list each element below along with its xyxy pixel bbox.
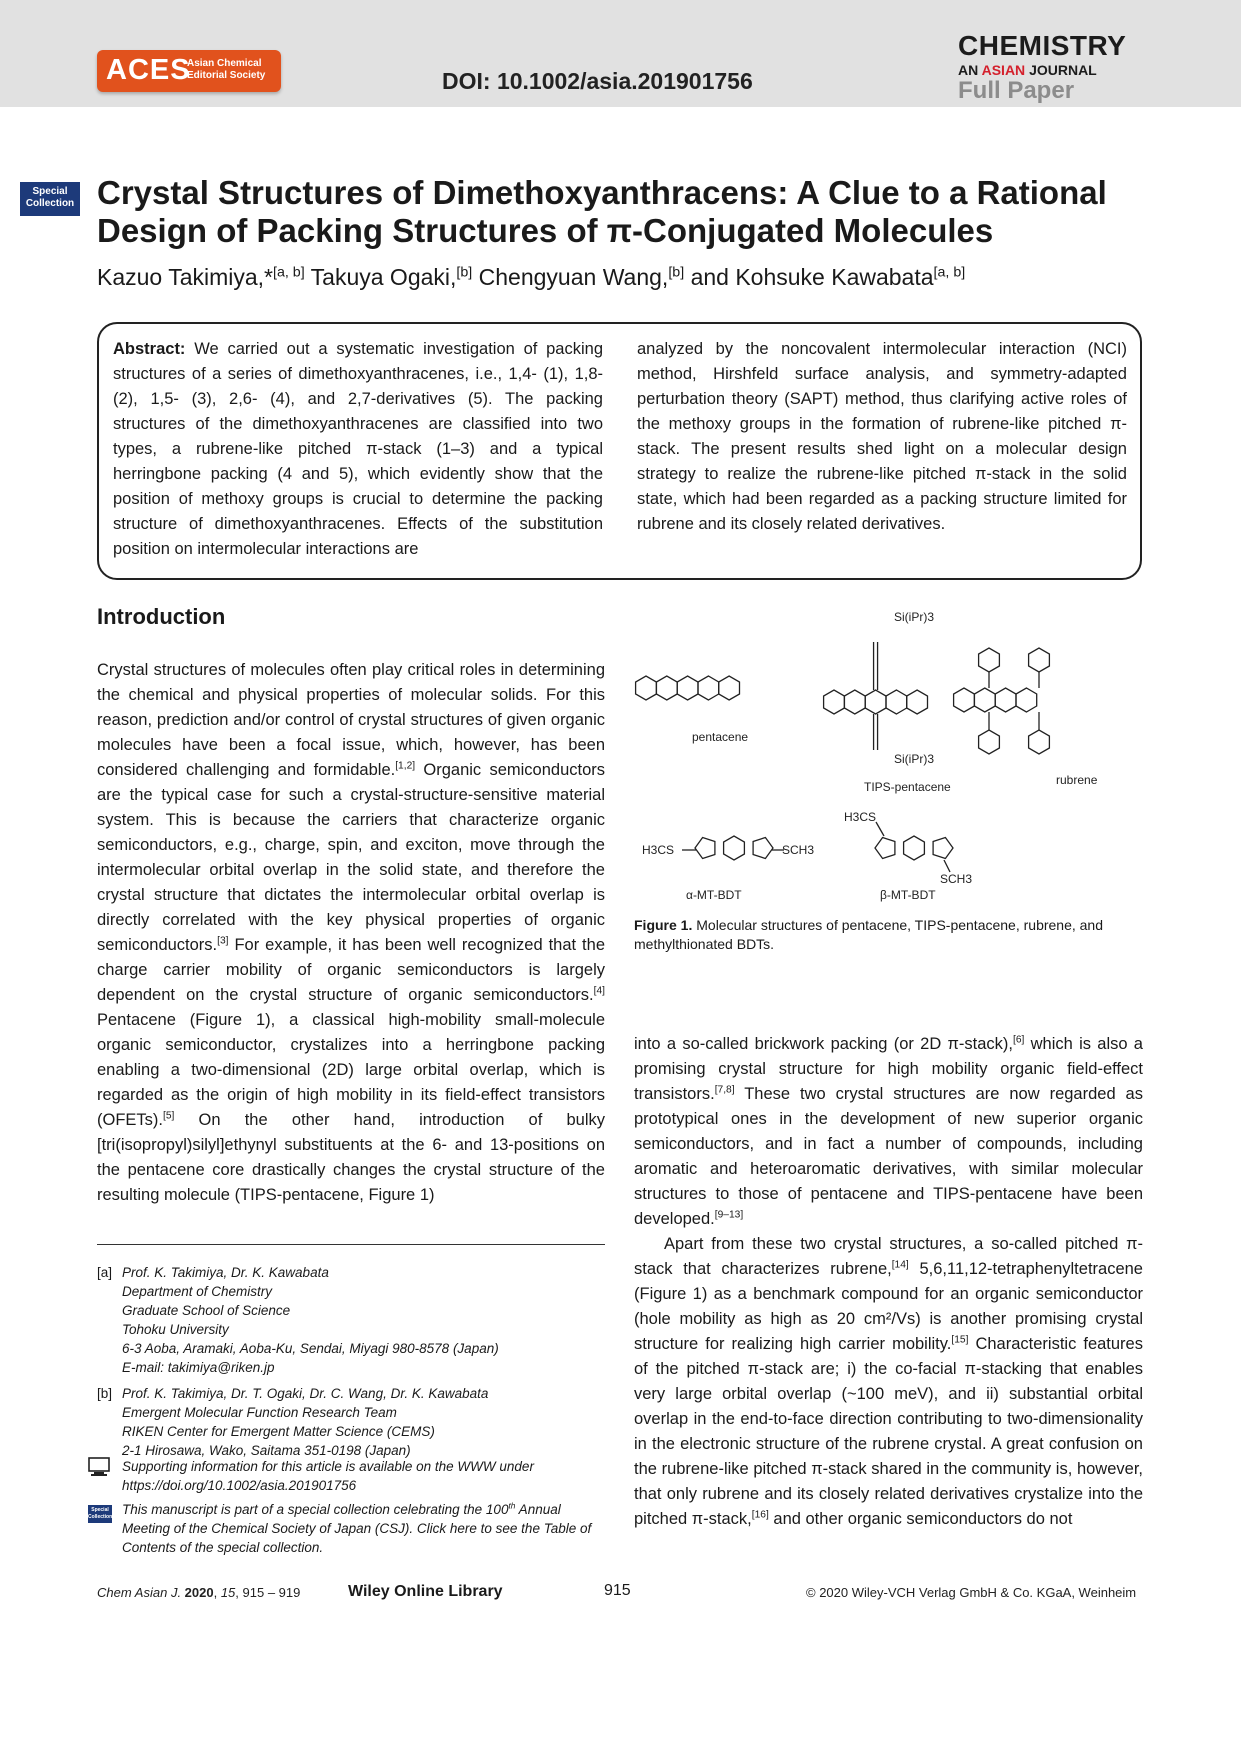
body-text: On the other hand, introduction of bulky [tri(isopropyl)silyl]ethynyl substituents at the 6- and 13-positions on the pentacene core drastically changes the crystal structure of the resulting molecule (TIPS-pentacene, Figure 1) <box>97 1111 605 1204</box>
section-heading-introduction: Introduction <box>97 604 226 629</box>
journal-sub-asian: ASIAN <box>981 62 1026 78</box>
special-collection-icon[interactable]: Special Collection <box>88 1505 112 1523</box>
badge-line2: Collection <box>25 198 75 209</box>
benzene-ring <box>954 688 975 712</box>
benzene-ring <box>907 690 928 714</box>
label-alpha-h3cs: H3CS <box>642 843 675 857</box>
badge-line1: Special <box>32 186 68 197</box>
supporting-info-text[interactable]: Supporting information for this article is available on the WWW under https://doi.org/10.1002/asia.201901756 <box>122 1459 534 1493</box>
article-title <box>97 174 1137 250</box>
footnote-line: Graduate School of Science <box>122 1303 291 1318</box>
body-text: Crystal structures of molecules often play critical roles in determining the chemical and physical properties of molecular solids. For this reason, prediction and/or control of crystal structures of given organic molecules have been a focal issue, which, however, has been considered challenging and formidable. <box>97 661 605 779</box>
footer-pages: , 915 – 919 <box>235 1585 301 1600</box>
title-line1: Crystal Structures of Dimethoxyanthracens: A Clue to a Rational <box>97 174 1107 211</box>
citation-link[interactable]: [6] <box>1012 1034 1025 1046</box>
label-tips-top: Si(iPr)3 <box>894 610 935 624</box>
benzene-ring <box>979 730 1000 754</box>
label-rubrene: rubrene <box>1056 773 1098 787</box>
label-beta-h3cs: H3CS <box>844 810 877 824</box>
label-alpha-mt-bdt: α-MT-BDT <box>686 888 742 902</box>
journal-sub-an: AN <box>958 62 979 78</box>
body-paragraph <box>634 1232 1143 1532</box>
body-text: and other organic semiconductors do not <box>768 1510 1073 1528</box>
journal-subtitle <box>958 62 1097 78</box>
aces-logo-subtitle <box>187 58 265 82</box>
footnote-affiliation-b <box>97 1384 605 1464</box>
bond <box>876 822 884 836</box>
author-affiliation: [b] <box>456 264 473 281</box>
aces-logo-sub-line2: Editorial Society <box>187 70 266 81</box>
citation-link[interactable]: [3] <box>217 935 229 947</box>
benzene-ring <box>844 690 865 714</box>
author-affiliation: [b] <box>668 264 685 281</box>
footnote-line: Tohoku University <box>122 1322 229 1337</box>
body-text: 5,6,11,12-tetraphenyltetracene (Figure 1) as a benchmark compound for an organic semiconductor (hole mobility as high as 20 cm²/Vs) is another promising crystal structure for realizing high carrier mobility. <box>634 1260 1143 1353</box>
benzene-ring <box>886 690 907 714</box>
footnote-line: Prof. K. Takimiya, Dr. T. Ogaki, Dr. C. Wang, Dr. K. Kawabata <box>122 1386 489 1401</box>
title-line2: Design of Packing Structures of π-Conjugated Molecules <box>97 212 994 249</box>
footnote-body <box>122 1263 605 1377</box>
footnote-affiliation-a <box>97 1263 605 1383</box>
thiophene-ring <box>695 838 715 859</box>
author-name: Kazuo Takimiya,* <box>97 264 273 290</box>
footnote-line: Department of Chemistry <box>122 1284 273 1299</box>
abstract-right-column: analyzed by the noncovalent intermolecular interaction (NCI) method, Hirshfeld surface analysis, and symmetry-adapted perturbation theory (SAPT) method, thus clarifying active roles of the methoxy groups in the formation of rubrene-like pitched π-stack. The present results shed light on a molecular design strategy to realize the rubrene-like pitched π-stack in the solid state, which had been regarded as a packing structure limited for rubrene and its closely related derivatives. <box>637 340 1127 533</box>
body-text: For example, it has been well recognized that the charge carrier mobility of organic semiconductors is largely dependent on the crystal structure of organic semiconductors. <box>97 936 605 1004</box>
author-name: Chengyuan Wang, <box>478 264 669 290</box>
page-number: 915 <box>604 1582 631 1599</box>
special-collection-badge[interactable] <box>20 182 80 216</box>
body-text: which is also a promising crystal structure for high mobility organic field-effect transistors. <box>634 1035 1143 1103</box>
abstract-left-column <box>113 337 603 562</box>
body-text: These two crystal structures are now regarded as prototypical ones in the development of new superior organic semiconductors, and in fact a number of compounds, including aromatic and heteroaromatic derivatives, with similar molecular structures to those of pentacene and TIPS-pentacene have been developed. <box>634 1085 1143 1228</box>
body-text: Organic semiconductors are the typical case for such a crystal-structure-sensitive material system. This is because the carriers that characterize organic semiconductors, e.g., charge, spin, and exciton, move through the intermolecular orbital overlap in the solid state, and therefore the crystal structure that dictates the intermolecular orbital overlap is directly correlated with the key physical properties of organic semiconductors. <box>97 761 606 954</box>
benzene-ring <box>824 690 845 714</box>
body-text: into a so-called brickwork packing (or 2D π-stack), <box>634 1035 1013 1053</box>
molecular-structures-drawing <box>634 610 1143 910</box>
footer-copyright: © 2020 Wiley-VCH Verlag GmbH & Co. KGaA, Weinheim <box>806 1585 1137 1600</box>
author-name: and Kohsuke Kawabata <box>690 264 934 290</box>
author-list <box>97 264 965 291</box>
footnote-divider <box>97 1244 605 1245</box>
footnote-email-link[interactable]: E-mail: takimiya@riken.jp <box>122 1360 275 1375</box>
body-left-column <box>97 658 605 1208</box>
bond <box>944 860 950 872</box>
footer-separator: , <box>213 1585 221 1600</box>
figure-caption-label: Figure 1. <box>634 917 693 933</box>
label-pentacene: pentacene <box>692 730 749 744</box>
author-affiliation: [a, b] <box>933 264 966 281</box>
benzene-ring <box>974 688 995 712</box>
footnote-superscript: th <box>508 1500 516 1511</box>
benzene-ring <box>979 648 1000 672</box>
supporting-info-icon[interactable] <box>88 1457 110 1477</box>
citation-link[interactable]: [15] <box>951 1334 969 1346</box>
benzene-ring <box>904 836 925 860</box>
benzene-ring <box>719 676 740 700</box>
label-beta-mt-bdt: β-MT-BDT <box>880 888 936 902</box>
label-alpha-sch3: SCH3 <box>782 843 815 857</box>
aces-logo-sub-line1: Asian Chemical <box>187 58 262 69</box>
citation-link[interactable]: [4] <box>593 985 605 997</box>
benzene-ring <box>1016 688 1037 712</box>
footnote-key: [a] <box>97 1265 113 1280</box>
body-text: Characteristic features of the pitched π-stack are; i) the co-facial π-stacking that enables very large orbital overlap (~100 meV), and ii) substantial orbital overlap in the end-to-face direction contributing to two-dimensionality in the electronic structure of the rubrene crystal. A great confusion on the rubrene-like pitched π-stack shared in the community is, however, that only rubrene and its closely related derivatives crystalize into the pitched π-stack, <box>634 1335 1143 1528</box>
header-band <box>0 0 1241 107</box>
benzene-ring <box>724 836 745 860</box>
thiophene-ring <box>753 838 773 859</box>
article-type: Full Paper <box>958 77 1075 104</box>
citation-link[interactable]: [14] <box>891 1259 909 1271</box>
benzene-ring <box>865 690 886 714</box>
body-text: Pentacene (Figure 1), a classical high-mobility small-molecule organic semiconductor, crystalizes into a herringbone packing enabling a two-dimensional (2D) large orbital overlap, which is regarded as the origin of high mobility in its field-effect transistors (OFETs). <box>97 1011 605 1129</box>
citation-link[interactable]: [16] <box>751 1509 769 1521</box>
citation-link[interactable]: [5] <box>163 1110 175 1122</box>
benzene-ring <box>1029 648 1050 672</box>
abstract-label: Abstract: <box>113 340 186 358</box>
body-right-column <box>634 1032 1143 1532</box>
footnote-line: Emergent Molecular Function Research Team <box>122 1405 397 1420</box>
thiophene-ring <box>933 838 953 859</box>
body-paragraph <box>634 1032 1143 1232</box>
footer-year: 2020 <box>184 1585 214 1600</box>
journal-sub-journal: JOURNAL <box>1029 62 1097 78</box>
footnote-body <box>122 1384 605 1460</box>
benzene-ring <box>677 676 698 700</box>
benzene-ring <box>995 688 1016 712</box>
footnote-line: RIKEN Center for Emergent Matter Science (CEMS) <box>122 1424 435 1439</box>
special-collection-text[interactable] <box>122 1500 605 1557</box>
benzene-ring <box>636 676 657 700</box>
aces-logo[interactable] <box>97 50 281 92</box>
footnote-text: This manuscript is part of a special collection celebrating the 100 <box>122 1502 509 1517</box>
footer-volume: 15 <box>220 1585 236 1600</box>
footer-journal-abbrev: Chem Asian J. <box>97 1585 185 1600</box>
label-tips-bottom: Si(iPr)3 <box>894 752 935 766</box>
wiley-online-library-link[interactable]: Wiley Online Library <box>348 1583 503 1600</box>
label-tips-pentacene: TIPS-pentacene <box>864 780 951 794</box>
label-beta-sch3: SCH3 <box>940 872 973 886</box>
author-name: Takuya Ogaki, <box>310 264 457 290</box>
footnote-key: [b] <box>97 1386 113 1401</box>
citation-link[interactable]: [7,8] <box>714 1084 735 1096</box>
footnote-line: 2-1 Hirosawa, Wako, Saitama 351-0198 (Japan) <box>122 1443 411 1458</box>
citation-link[interactable]: [1,2] <box>395 760 416 772</box>
citation-link[interactable]: [9–13] <box>714 1209 744 1221</box>
journal-name: CHEMISTRY <box>958 30 1127 61</box>
figure-caption-text: Molecular structures of pentacene, TIPS-pentacene, rubrene, and methylthionated BDTs. <box>634 917 1104 952</box>
footer-journal-ref <box>97 1585 300 1600</box>
doi-link[interactable]: DOI: 10.1002/asia.201901756 <box>442 68 753 94</box>
footnote-line: 6-3 Aoba, Aramaki, Aoba-Ku, Sendai, Miyagi 980-8578 (Japan) <box>122 1341 499 1356</box>
benzene-ring <box>698 676 719 700</box>
figure-caption <box>634 916 1143 954</box>
footnote-text: Annual Meeting of the Chemical Society of Japan (CSJ). Click here to see the Table of Contents of the special collection. <box>122 1502 592 1555</box>
author-affiliation: [a, b] <box>273 264 305 281</box>
body-paragraph <box>97 658 605 1208</box>
footnote-line: Prof. K. Takimiya, Dr. K. Kawabata <box>122 1265 329 1280</box>
body-text: Apart from these two crystal structures, a so-called pitched π-stack that characterizes rubrene, <box>634 1235 1143 1278</box>
benzene-ring <box>656 676 677 700</box>
figure-1 <box>634 610 1143 910</box>
benzene-ring <box>1029 730 1050 754</box>
thiophene-ring <box>875 838 895 859</box>
abstract-left-text: We carried out a systematic investigation of packing structures of a series of dimethoxyanthracenes, i.e., 1,4- (1), 1,8- (2), 1,5- (3), 2,6- (4), and 2,7-derivatives (5). The packing structures of the dimethoxyanthracenes are classified into two types, a rubrene-like pitched π-stack (1–3) and a typical herringbone packing (4 and 5), which evidently show that the position of methoxy groups is crucial to determine the packing structure of dimethoxyanthracenes. Effects of the substitution position on intermolecular interactions are <box>113 340 603 558</box>
aces-logo-word: ACES <box>106 54 191 86</box>
